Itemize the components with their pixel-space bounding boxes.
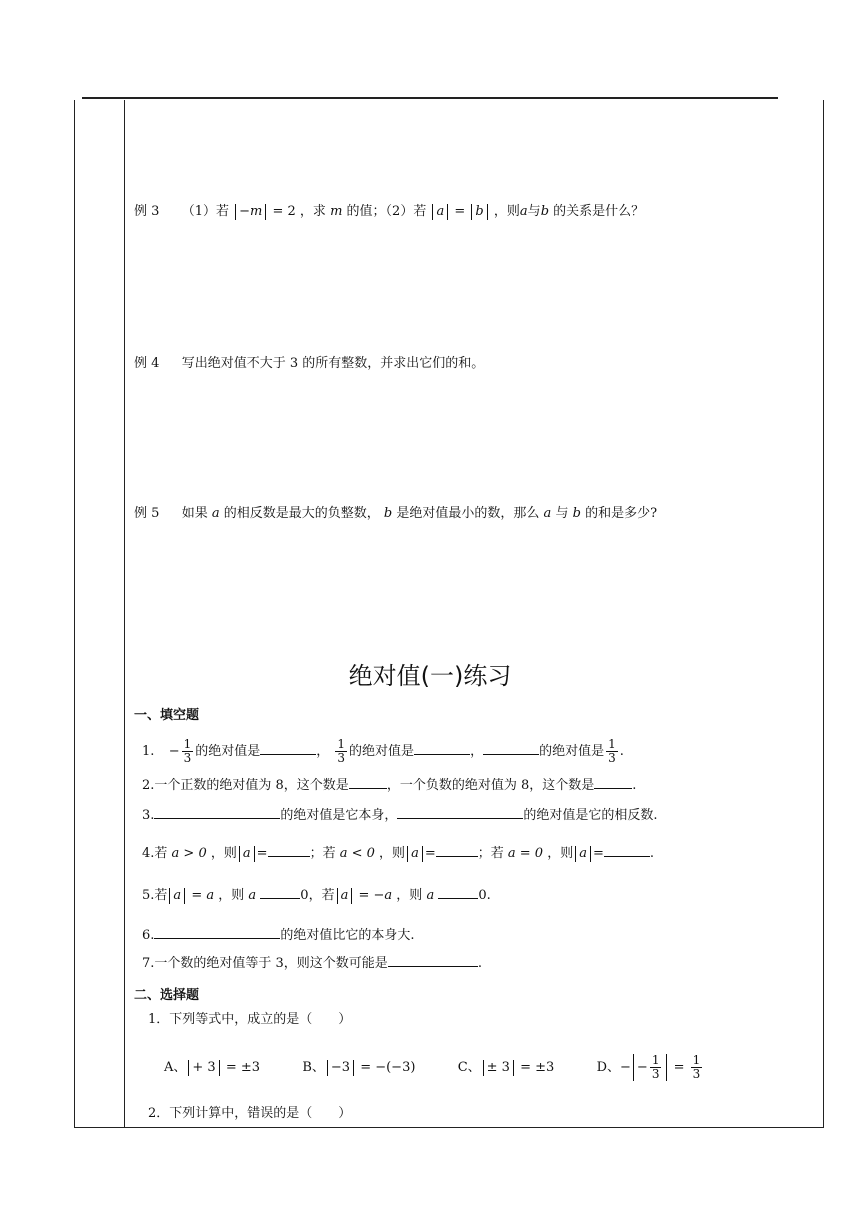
- variable: b: [540, 204, 550, 219]
- text: 的值；（2）若: [346, 204, 427, 219]
- text: .: [632, 778, 637, 793]
- question-1: [142, 738, 624, 765]
- text: （1）若: [181, 204, 229, 219]
- variable: b: [572, 506, 581, 521]
- answer-blank: [388, 952, 478, 967]
- choice-options: [164, 1054, 704, 1081]
- numerator: 1: [692, 1053, 701, 1067]
- text: 7.一个数的绝对值等于 3，则这个数可能是: [142, 956, 388, 971]
- section-heading-fill-blank: 一、填空题: [134, 708, 200, 723]
- text: .: [649, 846, 655, 861]
- numerator: 1: [183, 737, 192, 751]
- option-d-label: D、: [596, 1060, 621, 1075]
- condition: a > 0: [171, 846, 207, 861]
- text: ，则: [210, 846, 237, 861]
- abs-expression: a: [169, 888, 185, 904]
- question-5: [142, 884, 491, 906]
- text: 的绝对值比它的本身大.: [280, 928, 415, 943]
- variable: a: [248, 888, 257, 903]
- text: ，求: [299, 204, 326, 219]
- text: ，: [470, 744, 484, 759]
- abs-expression: + 3: [188, 1060, 219, 1076]
- text: ；若: [477, 846, 504, 861]
- variable: b: [383, 506, 393, 521]
- text: ，则: [218, 888, 245, 903]
- abs-expression: −m: [235, 204, 266, 220]
- example-label: 例 3: [134, 204, 160, 219]
- text: 写出绝对值不大于 3 的所有整数，并求出它们的和。: [181, 356, 485, 371]
- condition: a = 0: [507, 846, 544, 861]
- abs-expression: a: [432, 204, 448, 220]
- denominator: 3: [608, 751, 616, 765]
- fraction: [335, 738, 347, 765]
- abs-expression: −3: [327, 1060, 354, 1076]
- example-5: [134, 504, 657, 524]
- abs-expression: a: [337, 888, 353, 904]
- text: ，则: [493, 204, 520, 219]
- answer-blank: [397, 804, 523, 819]
- text: = 2: [272, 204, 296, 219]
- question-6: [142, 924, 415, 946]
- option-b-rhs: = −(−3): [360, 1060, 416, 1075]
- text: 0.: [478, 888, 491, 903]
- text: .: [477, 956, 482, 971]
- denominator: 3: [337, 751, 346, 765]
- question-3: [142, 804, 658, 826]
- text: =: [256, 846, 268, 861]
- text: 5.若: [142, 888, 168, 903]
- practice-title: 绝对值(一)练习: [348, 662, 512, 690]
- answer-blank: [483, 740, 539, 755]
- numerator: 1: [337, 737, 346, 751]
- answer-blank: [594, 774, 632, 789]
- text: 与: [527, 204, 541, 219]
- variable: a: [543, 506, 552, 521]
- minus-sign: −: [168, 744, 180, 759]
- text: ，则: [547, 846, 574, 861]
- variable: a: [519, 204, 528, 219]
- fraction: [691, 1054, 703, 1081]
- text: =: [593, 846, 604, 861]
- abs-expression: a: [239, 846, 255, 862]
- example-label: 例 5: [134, 506, 160, 521]
- text: 的和是多少?: [585, 506, 658, 521]
- answer-blank: [604, 842, 650, 857]
- answer-blank: [154, 804, 280, 819]
- abs-expression: a: [407, 846, 423, 862]
- fraction: [182, 738, 194, 765]
- text: =: [454, 204, 466, 219]
- answer-blank: [260, 740, 316, 755]
- question-7: [142, 952, 482, 974]
- minus-sign: −: [620, 1060, 631, 1075]
- abs-expression: b: [471, 204, 487, 220]
- choice-question-1: 1．下列等式中，成立的是（ ）: [148, 1012, 352, 1027]
- text: 的相反数是最大的负整数，: [223, 506, 380, 521]
- option-b-label: B、: [302, 1060, 325, 1075]
- text: 如果: [181, 506, 208, 521]
- question-number: 3.: [142, 808, 155, 823]
- text: 是绝对值最小的数，那么: [396, 506, 540, 521]
- equation: = −a: [358, 888, 393, 903]
- answer-blank: [268, 842, 310, 857]
- answer-blank: [438, 884, 478, 899]
- numerator: 1: [651, 1053, 660, 1067]
- question-number: 1.: [142, 744, 155, 759]
- question-4: [142, 842, 654, 864]
- answer-blank: [349, 774, 387, 789]
- text: 2.一个正数的绝对值为 8，这个数是: [142, 778, 349, 793]
- example-3: [134, 202, 644, 222]
- numerator: 1: [608, 737, 616, 751]
- section-heading-multiple-choice: 二、选择题: [134, 988, 200, 1003]
- denominator: 3: [692, 1067, 701, 1081]
- text: =: [673, 1060, 685, 1075]
- table-column-divider: [124, 100, 125, 1128]
- text: ，则: [379, 846, 406, 861]
- example-label: 例 4: [134, 356, 160, 371]
- option-a-rhs: = ±3: [225, 1060, 261, 1075]
- variable: a: [426, 888, 435, 903]
- question-2: [142, 774, 636, 796]
- top-rule: [82, 97, 778, 99]
- variable: m: [330, 204, 343, 219]
- example-4: [134, 354, 484, 374]
- denominator: 3: [651, 1067, 660, 1081]
- option-a-label: A、: [164, 1060, 187, 1075]
- option-c-rhs: = ±3: [520, 1060, 555, 1075]
- text: 的绝对值是它本身，: [280, 808, 398, 823]
- choice-question-2: 2．下列计算中，错误的是（ ）: [148, 1106, 352, 1121]
- text: 与: [555, 506, 569, 521]
- condition: a < 0: [339, 846, 375, 861]
- abs-expression: [633, 1054, 668, 1081]
- fraction: [606, 738, 618, 765]
- answer-blank: [260, 884, 300, 899]
- text: ，一个负数的绝对值为 8，这个数是: [386, 778, 595, 793]
- answer-blank: [414, 740, 470, 755]
- text: 的绝对值是: [539, 744, 605, 759]
- fraction: [650, 1054, 662, 1081]
- option-c-label: C、: [457, 1060, 481, 1075]
- text: .: [619, 744, 624, 759]
- text: 的绝对值是: [349, 744, 415, 759]
- abs-expression: ± 3: [483, 1060, 514, 1076]
- answer-blank: [154, 924, 280, 939]
- variable: a: [211, 506, 220, 521]
- text: 的关系是什么？: [553, 204, 645, 219]
- text: ；若: [309, 846, 336, 861]
- text: 4.若: [142, 846, 168, 861]
- answer-blank: [436, 842, 478, 857]
- text: 的绝对值是: [195, 744, 261, 759]
- abs-expression: a: [575, 846, 591, 862]
- equation: = a: [191, 888, 215, 903]
- denominator: 3: [183, 751, 192, 765]
- text: ，: [316, 744, 330, 759]
- text: 的绝对值是它的相反数.: [523, 808, 658, 823]
- text: 0，若: [300, 888, 335, 903]
- text: =: [424, 846, 436, 861]
- text: ，则: [396, 888, 423, 903]
- question-number: 6.: [142, 928, 155, 943]
- minus-sign: −: [636, 1060, 648, 1075]
